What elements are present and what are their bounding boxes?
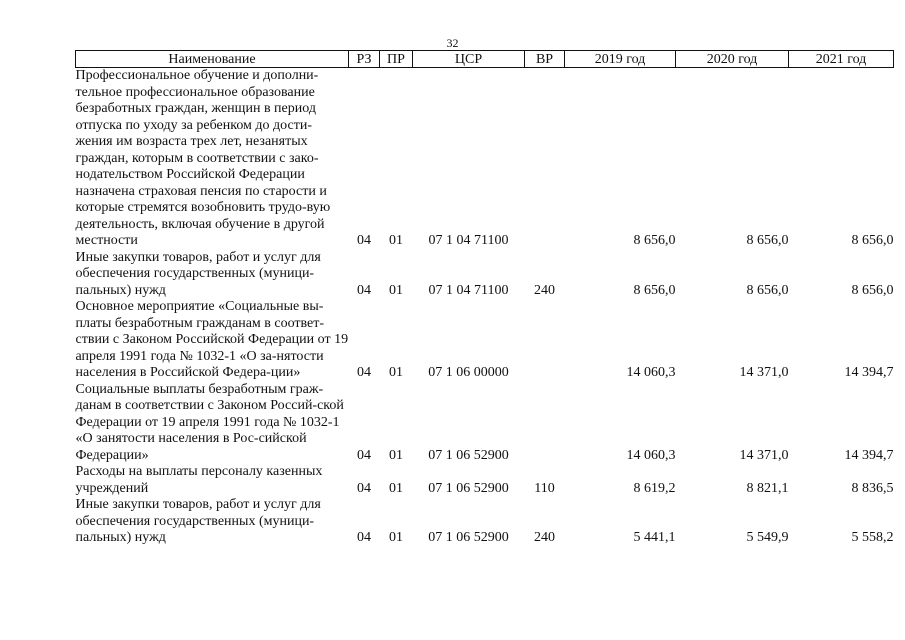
row-rz: 04 (357, 233, 371, 248)
row-vr (525, 68, 565, 250)
row-pr: 01 (389, 480, 403, 496)
row-name: Социальные выплаты безработным граж-данам в соответствии с Законом Россий-ской Федерации от 19 апреля 1991 года № 1032-1 «О занятости населения в Рос-сийской Федерации» (75, 381, 344, 463)
row-vr (525, 382, 565, 465)
row-2020: 8 821,1 (746, 480, 789, 496)
header-name: Наименование (76, 51, 349, 68)
row-csr: 07 1 06 52900 (428, 530, 509, 545)
table-header-row (76, 51, 894, 68)
row-rz: 04 (357, 530, 371, 545)
header-pr: ПР (380, 51, 413, 68)
header-2020: 2020 год (676, 51, 789, 68)
table-row (76, 382, 894, 465)
table-row (76, 68, 894, 250)
row-2021: 5 558,2 (851, 530, 894, 545)
row-vr: 240 (534, 530, 555, 545)
row-name: Иные закупки товаров, работ и услуг для обеспечения государственных (муници-пальных) нужд (75, 497, 321, 545)
row-pr: 01 (389, 530, 403, 545)
row-2021: 8 656,0 (851, 233, 894, 248)
row-rz: 04 (357, 480, 371, 496)
row-csr: 07 1 04 71100 (428, 233, 509, 248)
header-2019: 2019 год (565, 51, 676, 68)
row-2019: 5 441,1 (633, 530, 676, 545)
row-vr (525, 299, 565, 382)
row-pr: 01 (389, 365, 403, 380)
row-2019: 14 060,3 (626, 365, 676, 380)
page-number: 32 (446, 36, 459, 50)
row-vr: 110 (534, 480, 555, 496)
row-rz: 04 (357, 365, 371, 380)
table-row (76, 497, 894, 547)
row-2020: 5 549,9 (746, 530, 789, 545)
row-2020: 8 656,0 (746, 282, 789, 298)
row-pr: 01 (389, 233, 403, 248)
row-2021: 8 836,5 (851, 480, 894, 496)
row-2020: 14 371,0 (739, 365, 789, 380)
row-vr: 240 (534, 282, 555, 298)
row-name: Иные закупки товаров, работ и услуг для обеспечения государственных (муници-пальных) нужд (75, 249, 321, 298)
header-vr: ВР (525, 51, 565, 68)
row-csr: 07 1 06 00000 (428, 365, 509, 380)
row-2021: 14 394,7 (844, 447, 894, 463)
row-pr: 01 (389, 447, 403, 463)
budget-table (75, 50, 894, 547)
row-2021: 14 394,7 (844, 365, 894, 380)
header-rz: РЗ (349, 51, 380, 68)
row-name: Основное мероприятие «Социальные вы-платы безработным гражданам в соответ-ствии с Законом Российской Федерации от 19 апреля 1991 года № 1032-1 «О за-нятости населения в Российской Федера-ции» (75, 299, 349, 380)
row-2020: 14 371,0 (739, 447, 789, 463)
table-row (76, 464, 894, 497)
table-row (76, 299, 894, 382)
row-csr: 07 1 06 52900 (428, 480, 509, 496)
row-name: Профессиональное обучение и дополни-тельное профессиональное образование безработных граждан, женщин в период отпуска по уходу за ребенком до дости-жения им возраста трех лет, незанятых граждан, которым в соответствии с зако-нодательством Российской Федерации назначена страховая пенсия по старости и которые стремятся возобновить трудо-вую деятельность, включая обучение в другой местности (75, 68, 331, 248)
row-2019: 8 619,2 (633, 480, 676, 496)
row-2020: 8 656,0 (746, 233, 789, 248)
header-2021: 2021 год (789, 51, 894, 68)
row-pr: 01 (389, 282, 403, 298)
row-2019: 8 656,0 (633, 282, 676, 298)
row-csr: 07 1 04 71100 (428, 282, 509, 298)
header-csr: ЦСР (413, 51, 525, 68)
row-2019: 14 060,3 (626, 447, 676, 463)
table-row (76, 250, 894, 300)
row-2021: 8 656,0 (851, 282, 894, 298)
row-2019: 8 656,0 (633, 233, 676, 248)
row-rz: 04 (357, 282, 371, 298)
row-csr: 07 1 06 52900 (428, 447, 509, 463)
row-name: Расходы на выплаты персоналу казенных учреждений (75, 464, 323, 496)
row-rz: 04 (357, 447, 371, 463)
